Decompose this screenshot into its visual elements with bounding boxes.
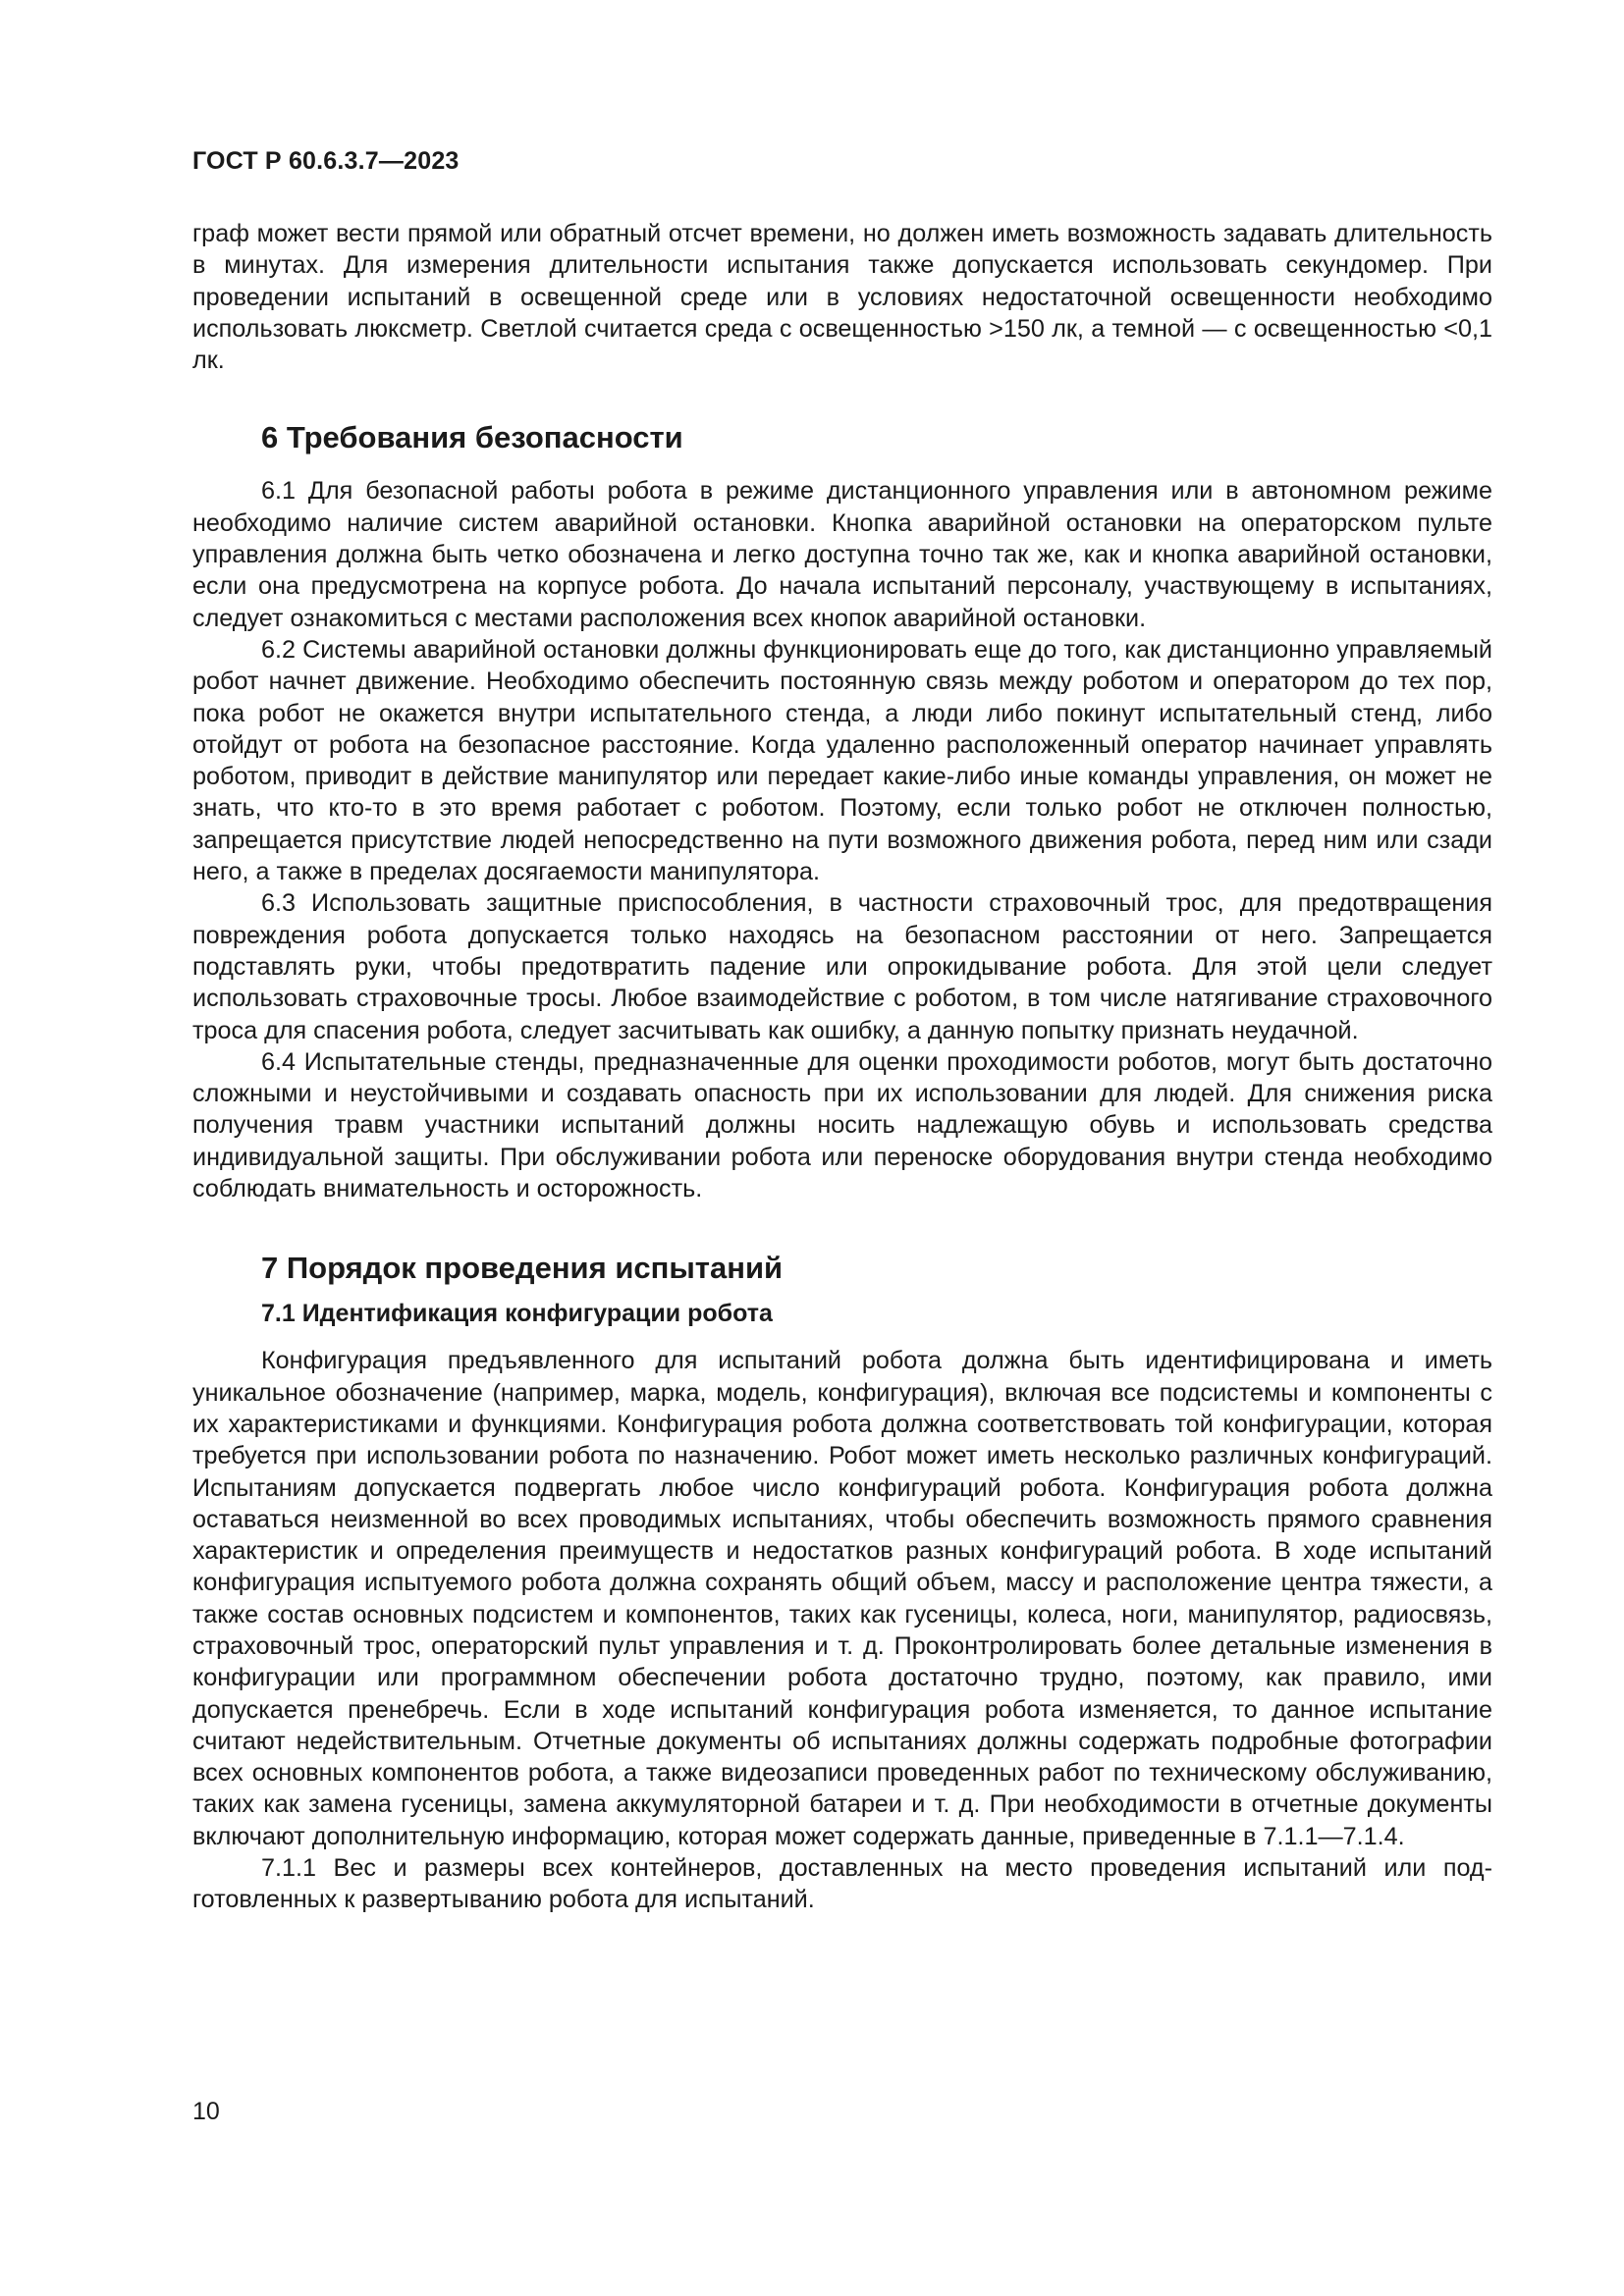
document-header: ГОСТ Р 60.6.3.7—2023 — [192, 147, 460, 175]
paragraph-6-4: 6.4 Испытательные стенды, предназначенные для оценки проходимости роботов, могут быть достаточно сложными и неустойчивыми и создавать опасность при их использовании для людей. Для снижения риска получения травм участники испытаний должны носить надлежащую обувь и использовать средства индивидуальной защиты. При обслуживании робота или переноске оборудования внутри стенда необходимо соблюдать внимательность и осторожность. — [192, 1047, 1492, 1203]
document-body — [192, 218, 1492, 1916]
paragraph-7-1-1: 7.1.1 Вес и размеры всех контейнеров, доставленных на место проведения испытаний или подготовленных к развертыванию робота для испытаний. — [192, 1854, 1492, 1914]
paragraph-7-1: Конфигурация предъявленного для испытаний робота должна быть идентифицирована и иметь уникальное обозначение (например, марка, модель, конфигурация), включая все подсистемы и компоненты с их характеристиками и функциями. Конфигурация робота должна соответствовать той конфигурации, которая требуется при использовании робота по назначению. Робот может иметь несколько различных конфигураций. Испытаниям допускается подвергать любое число конфигураций робота. Конфигурация робота должна оставаться неизменной во всех проводимых испытаниях, чтобы обеспечить возможность прямого сравнения характеристик и определения преимуществ и недостатков разных конфигураций робота. В ходе испытаний конфигурация испытуемого робота должна сохранять общий объем, массу и расположение центра тяжести, а также состав основных подсистем и компонентов, таких как гусеницы, колеса, ноги, манипулятор, радиосвязь, страховочный трос, операторский пульт управления и т. д. Проконтролировать более детальные изменения в конфигурации или программном обеспечении робота достаточно трудно, поэтому, как правило, ими допускается пренебречь. Если в ходе испытаний конфигурация робота изменяется, то данное испытание считают недействительным. Отчетные документы об испытаниях должны содержать подробные фотографии всех основных компонентов робота, а также видеозаписи проведенных работ по техническому обслуживанию, таких как замена гусеницы, замена аккумуляторной батареи и т. д. При необходимости в отчетные документы включают дополнительную информацию, которая может содержать данные, приведенные в 7.1.1—7.1.4. — [192, 1347, 1492, 1850]
page-number: 10 — [192, 2098, 220, 2125]
subsection-7-1-title: 7.1 Идентификация конфигурации робота — [261, 1300, 773, 1328]
paragraph-6-3: 6.3 Использовать защитные приспособления, в частности страховочный трос, для предотвращения повреждения робота допускается только находясь на безопасном расстоянии от него. Запрещается подставлять руки, чтобы предотвратить падение или опрокидывание робота. Для этой цели следует использовать страховочные тросы. Любое взаимодействие с роботом, в том числе натягивание страховочного троса для спасения робота, следует засчитывать как ошибку, а данную попытку признать неудачной. — [192, 889, 1492, 1044]
paragraph-6-2: 6.2 Системы аварийной остановки должны функционировать еще до того, как дистанционно управляемый робот начнет движение. Необходимо обеспечить постоянную связь между роботом и оператором до тех пор, пока робот не окажется внутри испытательного стенда, а люди либо покинут испытательный стенд, либо отойдут от робота на безопасное расстояние. Когда удаленно расположенный оператор начинает управлять роботом, приводит в действие манипулятор или передает какие-либо иные команды управления, он может не знать, что кто-то в это время работает с роботом. Поэтому, если только робот не отключен полностью, запрещается присутствие людей непосредственно на пути возможного движения робота, перед ним или сзади него, а также в пределах досягаемости манипулятора. — [192, 635, 1492, 886]
paragraph-6-1: 6.1 Для безопасной работы робота в режиме дистанционного управления или в автономном режиме необходимо наличие систем аварийной остановки. Кнопка аварийной остановки на операторском пульте управления должна быть четко обозначена и легко доступна точно так же, как и кнопка аварийной остановки, если она предусмотрена на корпусе робота. До начала испытаний персоналу, участвующему в испытаниях, следует ознакомиться с местами расположения всех кнопок аварийной остановки. — [192, 477, 1492, 632]
section-6-title: 6 Требования безопасности — [261, 420, 683, 455]
section-7-title: 7 Порядок проведения испытаний — [261, 1251, 784, 1286]
intro-paragraph: граф может вести прямой или обратный отсчет времени, но должен иметь возможность задавать длительность в минутах. Для измерения длительности испытания также допускается использовать секундомер. При проведении испытаний в освещенной среде или в условиях недостаточной освещенности необходимо использовать люксметр. Светлой считается среда с освещенностью >150 лк, а темной — с освещенностью <0,1 лк. — [192, 220, 1492, 375]
